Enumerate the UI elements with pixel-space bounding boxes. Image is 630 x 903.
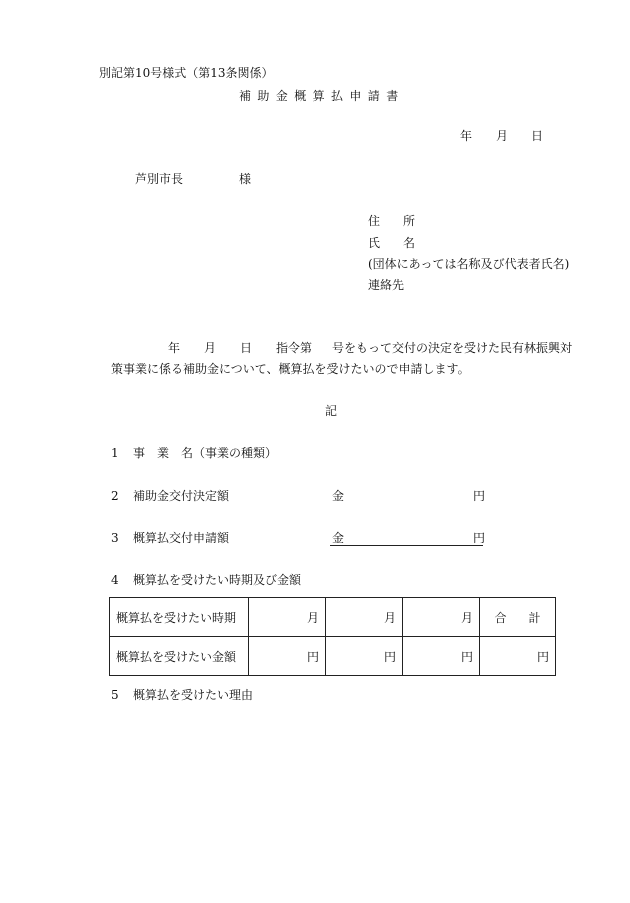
timing-cell: 月 (249, 598, 326, 637)
amount-cell: 円 (403, 637, 480, 676)
ki-heading: 記 (325, 404, 338, 418)
contact-label: 連絡先 (368, 278, 405, 292)
amount-cell: 円 (249, 637, 326, 676)
amount-cell: 円 (326, 637, 403, 676)
item-2: 2 補助金交付決定額 (111, 489, 230, 503)
amount-header: 概算払を受けたい金額 (110, 637, 249, 676)
body-text-line2: 策事業に係る補助金について、概算払を受けたいので申請します。 (111, 362, 470, 376)
item-2-en: 円 (473, 489, 486, 503)
date-year-label: 年 (460, 129, 473, 143)
name-label: 氏 名 (368, 236, 416, 250)
total-header: 合 計 (480, 598, 556, 637)
item-1: 1 事 業 名（事業の種類） (111, 446, 278, 460)
organization-note: (団体にあっては名称及び代表者氏名) (368, 257, 570, 271)
amount-total-cell: 円 (480, 637, 556, 676)
item-2-kin: 金 (332, 489, 345, 503)
item-3-kin: 金 (332, 531, 345, 545)
form-number: 別記第10号様式（第13条関係） (99, 66, 274, 80)
item-5: 5 概算払を受けたい理由 (111, 688, 254, 702)
body-text-line1: 年 月 日 指令第 号をもって交付の決定を受けた民有林振興対 (168, 341, 573, 355)
schedule-table (109, 597, 556, 676)
address-label: 住 所 (368, 214, 416, 228)
addressee-name: 芦別市長 (135, 172, 184, 186)
document-title: 補助金概算払申請書 (239, 89, 405, 103)
schedule-row-amount (110, 637, 556, 676)
timing-cell: 月 (403, 598, 480, 637)
addressee-honorific: 様 (239, 172, 252, 186)
item-3: 3 概算払交付申請額 (111, 531, 230, 545)
date-month-label: 月 (496, 129, 509, 143)
item-4: 4 概算払を受けたい時期及び金額 (111, 573, 302, 587)
date-day-label: 日 (531, 129, 544, 143)
timing-header: 概算払を受けたい時期 (110, 598, 249, 637)
timing-cell: 月 (326, 598, 403, 637)
item-3-amount-underline (330, 545, 483, 546)
item-3-en: 円 (473, 531, 486, 545)
schedule-row-timing (110, 598, 556, 637)
